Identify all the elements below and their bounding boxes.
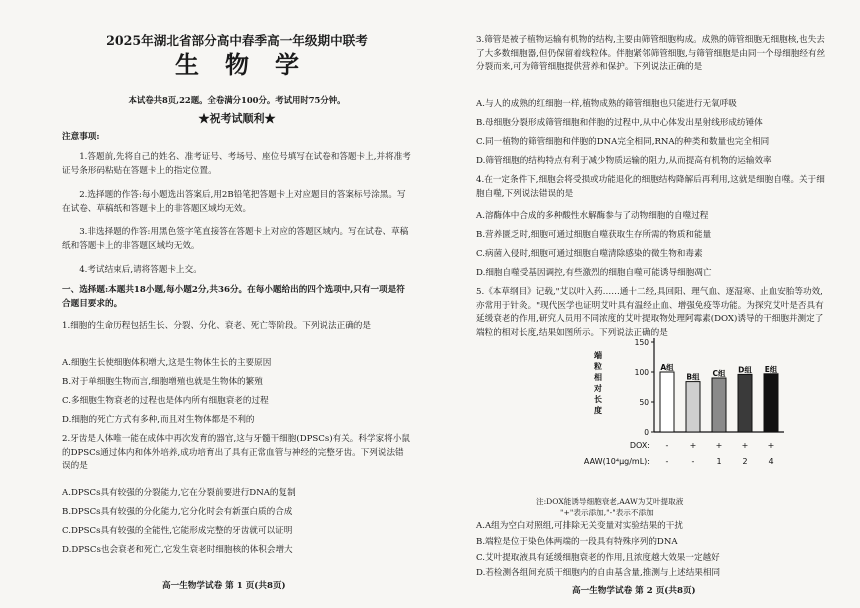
question-2-option: D.DPSCs也会衰老和死亡,它发生衰老时细胞核的体积会增大 — [62, 545, 293, 555]
note-item: 4.考试结束后,请将答题卡上交。 — [79, 265, 202, 275]
bar-label: D组 — [738, 365, 752, 375]
aaw-row-label: AAW(10⁴μg/mL): — [583, 457, 650, 466]
y-tick-label: 50 — [639, 398, 649, 407]
dox-cell: - — [665, 441, 669, 450]
note-item: 3.非选择题的作答:用黑色签字笔直接答在答题卡上对应的答题区域内。写在试卷、草稿纸和答题卡上的非答题区域均无效。 — [62, 227, 409, 251]
question-5-option: C.艾叶提取液具有延缓细胞衰老的作用,且浓度越大效果一定越好 — [476, 553, 720, 563]
aaw-cell: 1 — [716, 457, 722, 466]
question-4-option: B.营养匮乏时,细胞可通过细胞自噬获取生存所需的物质和能量 — [476, 230, 712, 240]
question-3-option: B.母细胞分裂形成筛管细胞和伴胞的过程中,从中心体发出星射线形成纺锤体 — [476, 118, 763, 128]
question-1-option: D.细胞的死亡方式有多种,而且对生物体都是不利的 — [62, 415, 255, 425]
chart-note-2: "+"表示添加,"-"表示不添加 — [560, 508, 654, 517]
bar — [686, 382, 700, 432]
y-axis-label-char: 长 — [594, 395, 602, 404]
subject-title: 生物学 — [175, 50, 325, 79]
dox-cell: + — [741, 441, 749, 450]
bar-label: B组 — [686, 372, 700, 382]
dox-cell: + — [767, 441, 775, 450]
bar-label: C组 — [712, 369, 726, 378]
question-5-option: A.A组为空白对照组,可排除无关变量对实验结果的干扰 — [476, 521, 683, 531]
question-5-option: B.端粒是位于染色体两端的一段具有特殊序列的DNA — [476, 537, 678, 547]
question-4-option: D.细胞自噬受基因调控,有些激烈的细胞自噬可能诱导细胞凋亡 — [476, 268, 712, 278]
aaw-cell: 2 — [742, 457, 748, 466]
question-2-option: A.DPSCs具有较强的分裂能力,它在分裂前要进行DNA的复制 — [62, 488, 296, 498]
question-1-stem: 1.细胞的生命历程包括生长、分裂、分化、衰老、死亡等阶段。下列说法正确的是 — [62, 321, 371, 331]
exam-wish: ★祝考试顺利★ — [198, 112, 276, 125]
bar — [764, 374, 778, 432]
section-heading: 一、选择题:本题共18小题,每小题2分,共36分。在每小题给出的四个选项中,只有一项是符合题目要求的。 — [62, 285, 405, 309]
y-tick-label: 0 — [644, 428, 649, 437]
y-axis-label-char: 端 — [594, 351, 602, 360]
question-4-option: C.病菌入侵时,细胞可通过细胞自噬清除感染的微生物和毒素 — [476, 249, 703, 259]
y-axis-label-char: 度 — [594, 406, 602, 415]
aaw-cell: 4 — [768, 457, 774, 466]
question-3-stem: 3.筛管是被子植物运输有机物的结构,主要由筛管细胞构成。成熟的筛管细胞无细胞核,也失去了大多数细胞器,但仍保留着线粒体。伴胞紧邻筛管细胞,与筛管细胞是由同一个母细胞经有丝分裂而来,可为筛管细胞提供营养和保护。下列说法正确的是 — [476, 35, 826, 73]
exam-title: 2025年湖北省部分高中春季高一年级期中联考 — [106, 33, 368, 48]
bar-label: E组 — [764, 364, 778, 374]
question-3-option: D.筛管细胞的结构特点有利于减少物质运输的阻力,从而提高有机物的运输效率 — [476, 156, 772, 166]
bar — [660, 372, 674, 432]
question-2-option: C.DPSCs具有较强的全能性,它能形成完整的牙齿就可以证明 — [62, 526, 293, 536]
question-3-option: C.同一植物的筛管细胞和伴胞的DNA完全相同,RNA的种类和数量也完全相同 — [476, 137, 770, 147]
page-1-footer: 高一生物学试卷 第 1 页(共8页) — [162, 581, 286, 591]
dox-cell: + — [689, 441, 697, 450]
question-1-option: B.对于单细胞生物而言,细胞增殖也就是生物体的繁殖 — [62, 377, 263, 387]
question-3-option: A.与人的成熟的红细胞一样,植物成熟的筛管细胞也只能进行无氧呼吸 — [476, 99, 737, 109]
question-5-option: D.若检测各组间充质干细胞内的自由基含量,推测与上述结果相同 — [476, 568, 721, 578]
exam-meta: 本试卷共8页,22题。全卷满分100分。考试用时75分钟。 — [128, 95, 346, 105]
y-axis-label-char: 粒 — [594, 362, 602, 371]
question-1-option: C.多细胞生物衰老的过程也是体内所有细胞衰老的过程 — [62, 396, 269, 406]
y-axis-label-char: 相 — [594, 373, 602, 382]
y-axis-label-char: 对 — [594, 384, 602, 393]
aaw-cell: - — [691, 457, 695, 466]
question-4-option: A.溶酶体中合成的多种酸性水解酶参与了动物细胞的自噬过程 — [476, 211, 709, 221]
dox-row-label: DOX: — [629, 441, 650, 450]
notes-heading: 注意事项: — [62, 132, 100, 142]
bar-label: A组 — [660, 363, 674, 372]
question-2-option: B.DPSCs具有较强的分化能力,它分化时会有新蛋白质的合成 — [62, 507, 293, 517]
question-5-stem: 5.《本草纲目》记载,"艾以叶入药……通十二经,具回阳、理气血、逐湿寒、止血安胎等功效,亦常用于针灸。"现代医学也证明艾叶具有温经止血、增强免疫等功能。为探究艾叶是否具有延缓衰老的作用,研究人员用不同浓度的艾叶提取物处理阿霉素(DOX)诱导的干细胞并测定了端粒的相对长度,结果如图所示。下列说法正确的是 — [476, 287, 824, 338]
dox-cell: + — [715, 441, 723, 450]
bar — [712, 378, 726, 432]
question-2-stem: 2.牙齿是人体唯一能在成体中再次发育的器官,这与牙髓干细胞(DPSCs)有关。科学家将小鼠的DPSCs通过体内和体外培养,成功培育出了具有正常血管与神经的完整牙齿。下列说法错误的是 — [62, 434, 410, 472]
page-2-footer: 高一生物学试卷 第 2 页(共8页) — [572, 586, 696, 596]
y-tick-label: 150 — [634, 338, 649, 347]
telomere-bar-chart — [576, 332, 826, 500]
chart-note-1: 注:DOX能诱导细胞衰老,AAW为艾叶提取液 — [536, 497, 684, 506]
question-4-stem: 4.在一定条件下,细胞会将受损或功能退化的细胞结构降解后再利用,这就是细胞自噬。关于细胞自噬,下列说法错误的是 — [476, 175, 825, 199]
bar — [738, 374, 752, 432]
y-tick-label: 100 — [634, 368, 649, 377]
aaw-cell: - — [665, 457, 669, 466]
note-item: 1.答题前,先将自己的姓名、准考证号、考场号、座位号填写在试卷和答题卡上,并将准考证号条形码粘贴在答题卡上的指定位置。 — [62, 152, 411, 176]
question-1-option: A.细胞生长使细胞体积增大,这是生物体生长的主要原因 — [62, 358, 272, 368]
note-item: 2.选择题的作答:每小题选出答案后,用2B铅笔把答题卡上对应题目的答案标号涂黑。写在试卷、草稿纸和答题卡上的非答题区域均无效。 — [62, 190, 406, 214]
